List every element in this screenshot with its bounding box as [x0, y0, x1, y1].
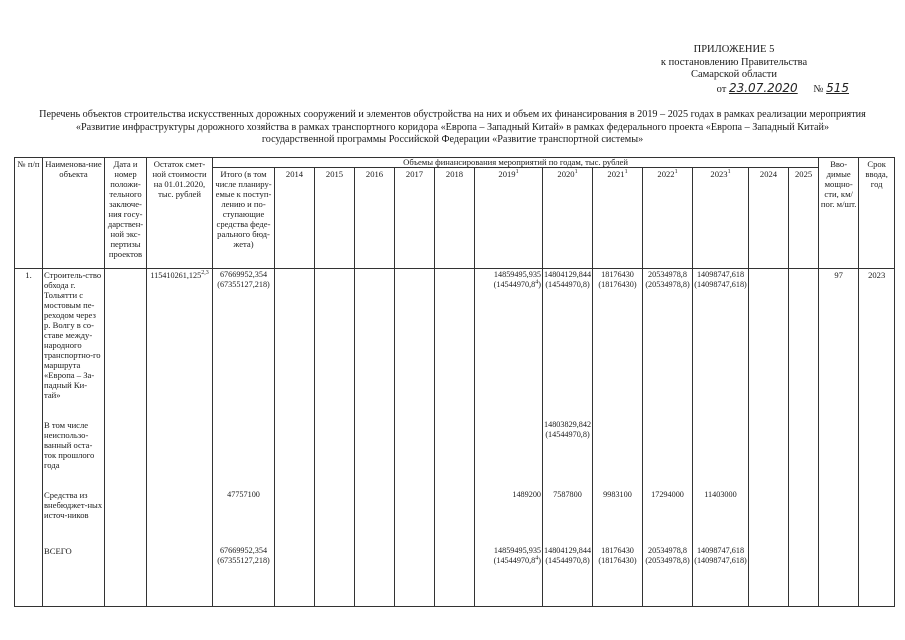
- header-2019: 2019$^1$: [475, 168, 543, 269]
- row1-deadline: 2023: [859, 269, 895, 419]
- row3-2021: 9983100: [593, 489, 643, 545]
- table-row: [15, 489, 895, 545]
- appendix-title: ПРИЛОЖЕНИЕ 5: [693, 44, 775, 55]
- header-balance: Остаток смет-ной стоимости на 01.01.2020, тыс. рублей: [147, 158, 213, 269]
- header-2017: 2017: [395, 168, 435, 269]
- header-date: Дата и номер положи-тельного заключе-ния госу-дарствен-ной экс-пертизы проектов: [105, 158, 147, 269]
- header-deadline: Срок ввода, год: [859, 158, 895, 269]
- row2-2020: 14803829,842 (14544970,8): [543, 419, 593, 489]
- header-2020: 2020$^1$: [543, 168, 593, 269]
- table-row: [15, 419, 895, 489]
- row3-2019: 1489200: [475, 489, 543, 545]
- header-capacity: Вво-димые мощно-сти, км/ пог. м/шт.: [819, 158, 859, 269]
- header-2021: 2021$^1$: [593, 168, 643, 269]
- financing-table: [14, 157, 895, 607]
- row4-2023: 14098747,618 (14098747,618): [693, 545, 749, 607]
- row1-num: 1.: [15, 269, 43, 419]
- row3-2020: 7587800: [543, 489, 593, 545]
- document-title: [10, 109, 895, 147]
- table-row: [15, 269, 895, 419]
- row1-2023: 14098747,618 (14098747,618): [693, 269, 749, 419]
- appendix-resolution: к постановлению Правительства: [660, 56, 808, 68]
- row4-2022: 20534978,8 (20534978,8): [643, 545, 693, 607]
- row3-name: Средства из внебюджет-ных источ-ников: [43, 489, 105, 545]
- title-line-3: государственной программы Российской Федерации «Развитие транспортной системы»: [261, 134, 644, 145]
- row1-capacity: 97: [819, 269, 859, 419]
- date-prefix: от: [716, 83, 727, 95]
- row2-name: В том числе неиспользо-ванный оста-ток прошлого года: [43, 419, 105, 489]
- title-line-2: «Развитие инфраструктуры дорожного хозяйства в рамках транспортного коридора «Европа – Западный Китай» в рамках федерального проекта «Европа – Западный Китай»: [75, 121, 830, 133]
- row4-2019: 14859495,935 (14544970,8$^4$): [475, 545, 543, 607]
- appendix-block: [619, 44, 849, 96]
- appendix-region: Самарской области: [691, 69, 777, 80]
- header-num: № п/п: [15, 158, 43, 269]
- number-prefix: №: [813, 83, 824, 95]
- table-row: [15, 545, 895, 607]
- header-2022: 2022$^1$: [643, 168, 693, 269]
- appendix-date-number: [619, 82, 849, 97]
- row1-2019: 14859495,935 (14544970,8$^4$): [475, 269, 543, 419]
- row1-2022: 20534978,8 (20534978,8): [643, 269, 693, 419]
- row4-2020: 14804129,844 (14544970,8): [543, 545, 593, 607]
- row1-2020: 14804129,844 (14544970,8): [543, 269, 593, 419]
- header-2025: 2025: [789, 168, 819, 269]
- row4-name: ВСЕГО: [43, 545, 105, 607]
- header-name: Наименова-ние объекта: [43, 158, 105, 269]
- row4-total: 67669952,354 (67355127,218): [213, 545, 275, 607]
- row3-2023: 11403000: [693, 489, 749, 545]
- row4-2021: 18176430 (18176430): [593, 545, 643, 607]
- row1-total: 67669952,354 (67355127,218): [213, 269, 275, 419]
- header-total: Итого (в том числе планиру-емые к поступ-лению и по-ступающие средства феде-рального бюд-жета): [213, 168, 275, 269]
- row1-balance: 115410261,125$^{2,3}$: [147, 269, 213, 419]
- header-2023: 2023$^1$: [693, 168, 749, 269]
- title-line-1: Перечень объектов строительства искусственных дорожных сооружений и элементов обустройства на них и объем их финансирования в 2019 – 2025 годах в рамках реализации мероприятия: [39, 109, 866, 120]
- header-2018: 2018: [435, 168, 475, 269]
- row1-2021: 18176430 (18176430): [593, 269, 643, 419]
- header-2015: 2015: [315, 168, 355, 269]
- header-2024: 2024: [749, 168, 789, 269]
- header-group-financing: Объемы финансирования мероприятий по годам, тыс. рублей: [213, 158, 819, 168]
- number-value: 515: [826, 80, 849, 95]
- header-2014: 2014: [275, 168, 315, 269]
- header-2016: 2016: [355, 168, 395, 269]
- row3-total: 47757100: [213, 489, 275, 545]
- date-value: 23.07.2020: [728, 80, 798, 95]
- row3-2022: 17294000: [643, 489, 693, 545]
- row1-name: Строитель-ство обхода г. Тольятти с мостовым пе-реходом через р. Волгу в со-ставе между-народного транспортно-го маршрута «Европа – За-падный Ки-тай»: [43, 269, 105, 419]
